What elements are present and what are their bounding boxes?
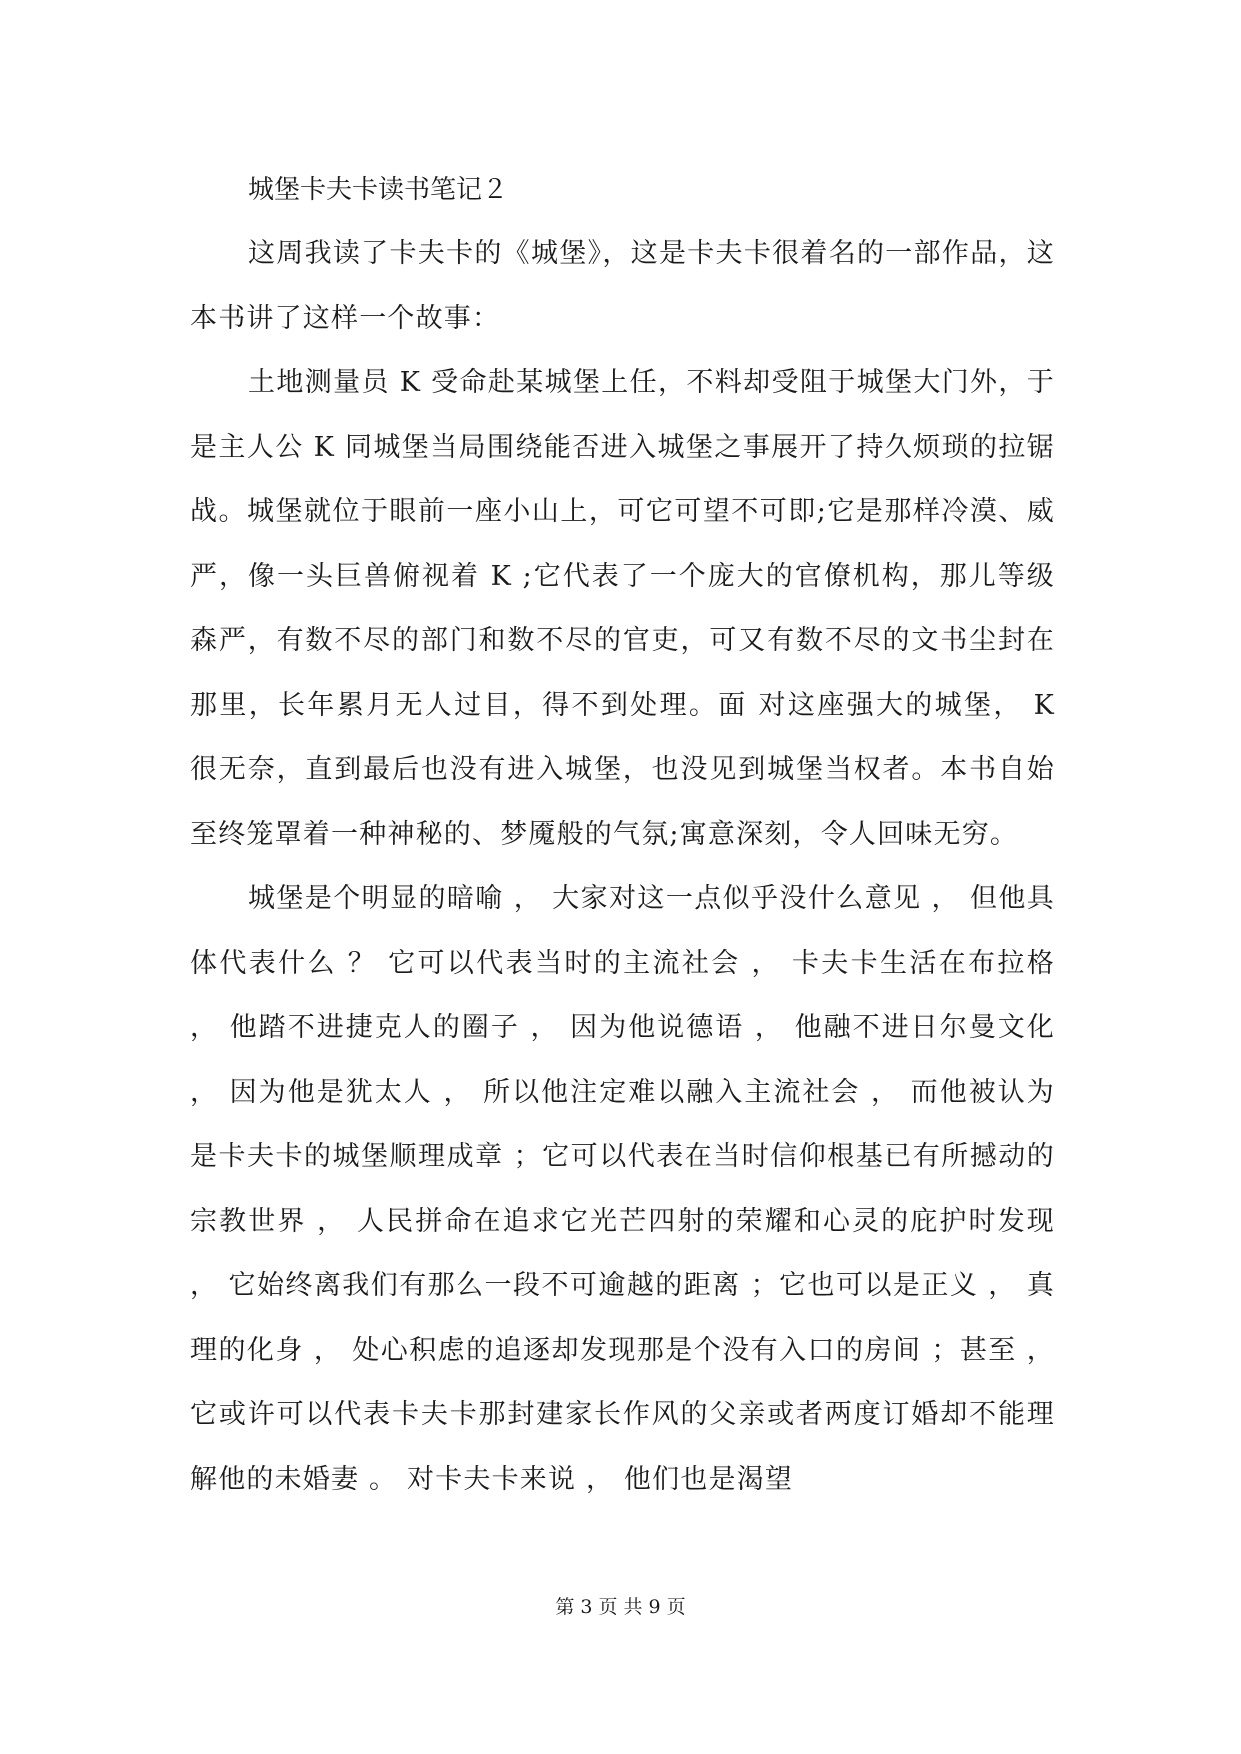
document-body: [190, 158, 1055, 1512]
paragraph-intro: 这周我读了卡夫卡的《城堡》，这是卡夫卡很着名的一部作品，这本书讲了这样一个故事：: [190, 238, 1055, 334]
paragraph-story-summary: 土地测量员 K 受命赴某城堡上任，不料却受阻于城堡大门外，于是主人公 K 同城堡当局围绕能否进入城堡之事展开了持久烦琐的拉锯战。城堡就位于眼前一座小山上，可它可望不可即;它是那样冷漠、威严，像一头巨兽俯视着 K ;它代表了一个庞大的官僚机构，那儿等级森严，有数不尽的部门和数不尽的官吏，可又有数不尽的文书尘封在那里，长年累月无人过目，得不到处理。面 对这座强大的城堡， K 很无奈，直到最后也没有进入城堡，也没见到城堡当权者。本书自始至终笼罩着一种神秘的、梦魇般的气氛;寓意深刻，令人回味无穷。: [190, 367, 1055, 850]
paragraph-castle-metaphor: 城堡是个明显的暗喻 ， 大家对这一点似乎没什么意见 ， 但他具体代表什么 ？ 它可以代表当时的主流社会 ， 卡夫卡生活在布拉格 ， 他踏不进捷克人的圈子 ， 因为他说德语 ， 他融不进日尔曼文化 ， 因为他是犹太人 ， 所以他注定难以融入主流社会 ， 而他被认为是卡夫卡的城堡顺理成章 ；它可以代表在当时信仰根基已有所撼动的宗教世界 ， 人民拼命在追求它光芒四射的荣耀和心灵的庇护时发现 ， 它始终离我们有那么一段不可逾越的距离 ；它也可以是正义 ， 真理的化身 ， 处心积虑的追逐却发现那是个没有入口的房间 ；甚至 ， 它或许可以代表卡夫卡那封建家长作风的父亲或者两度订婚却不能理解他的未婚妻 。 对卡夫卡来说 ， 他们也是渴望: [190, 883, 1055, 1495]
page-number-footer: 第 3 页 共 9 页: [555, 1596, 686, 1618]
document-title: 城堡卡夫卡读书笔记２: [248, 175, 509, 205]
